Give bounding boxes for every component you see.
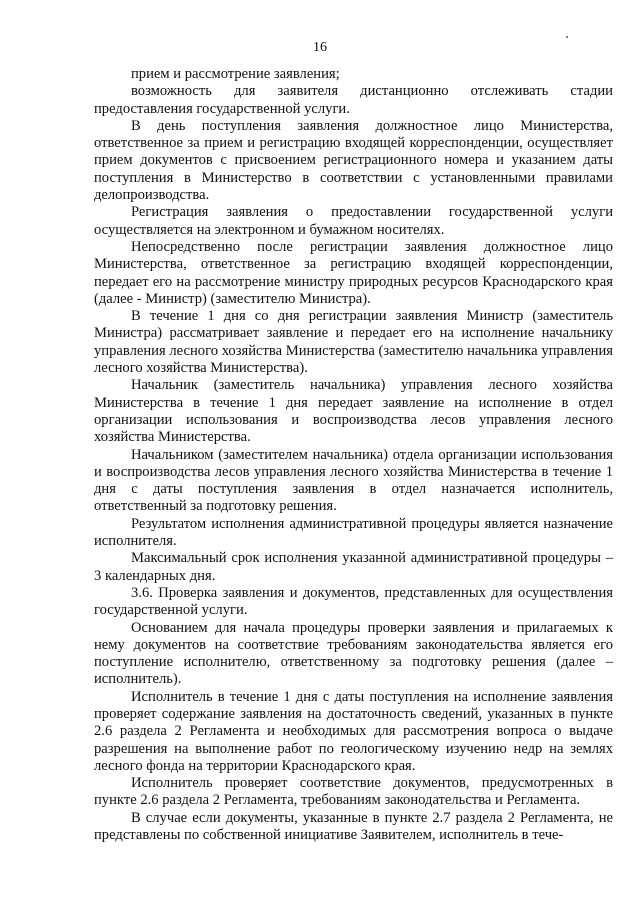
paragraph-content-check: Исполнитель в течение 1 дня с даты поступления на исполнение заявления проверяет содержание заявления на достаточность сведений, указанных в пункте 2.6 раздела 2 Регламента и необходимых для рассмотрения вопроса о выдаче разрешения на выполнение работ по геологическому изучению недр на землях лесного фонда на территории Краснодарского края. xyxy=(94,688,613,774)
paragraph-list-item-reception: прием и рассмотрение заявления; xyxy=(131,66,340,82)
paragraph-head-transfer: Начальник (заместитель начальника) управления лесного хозяйства Министерства в течение 1 дня передает заявление на исполнение в отдел организации использования и воспроизводства лесов управления лесного хозяйства Министерства. xyxy=(94,377,613,446)
paragraph-list-item-tracking: возможность для заявителя дистанционно отслеживать стадии предоставления государственной услуги. xyxy=(94,83,613,117)
paragraph-missing-documents: В случае если документы, указанные в пункте 2.7 раздела 2 Регламента, не представлены по собственной инициативе Заявителем, исполнитель в тече- xyxy=(94,809,613,844)
paragraph-procedure-result: Результатом исполнения административной процедуры является назначение исполнителя. xyxy=(94,515,613,550)
scan-speck xyxy=(566,36,568,38)
paragraph-registration-day: В день поступления заявления должностное лицо Министерства, ответственное за прием и регистрацию входящей корреспонденции, осуществляет прием документов с присвоением регистрационного номера и указанием даты поступления в Министерство в соответствии с установленными правилами делопроизводства. xyxy=(94,117,613,204)
paragraph-registration-media: Регистрация заявления о предоставлении государственной услуги осуществляется на электронном и бумажном носителях. xyxy=(94,204,613,238)
paragraph-max-duration: Максимальный срок исполнения указанной административной процедуры – 3 календарных дня. xyxy=(94,550,613,584)
paragraph-check-basis: Основанием для начала процедуры проверки заявления и прилагаемых к нему документов на соответствие требованиям законодательства является его поступление исполнителю, ответственному за подготовку решения (далее – исполнитель). xyxy=(94,619,613,688)
page-number: 16 xyxy=(313,40,327,55)
paragraph-executor-assignment: Начальником (заместителем начальника) отдела организации использования и воспроизводства лесов управления лесного хозяйства Министерства в течение 1 дня с даты поступления заявления в отдел назначается исполнитель, ответственный за подготовку решения. xyxy=(94,446,613,515)
paragraph-minister-review: В течение 1 дня со дня регистрации заявления Министр (заместитель Министра) рассматривает заявление и передает его на исполнение начальнику управления лесного хозяйства Министерства (заместителю начальника управления лесного хозяйства Министерства). xyxy=(94,308,613,377)
paragraph-document-compliance: Исполнитель проверяет соответствие документов, предусмотренных в пункте 2.6 раздела 2 Регламента, требованиям законодательства и Регламента. xyxy=(94,775,613,809)
section-heading-3-6: 3.6. Проверка заявления и документов, представленных для осуществления государственной услуги. xyxy=(94,584,613,619)
document-body xyxy=(94,66,613,844)
paragraph-transfer-to-minister: Непосредственно после регистрации заявления должностное лицо Министерства, ответственное за регистрацию входящей корреспонденции, передает его на рассмотрение министру природных ресурсов Краснодарского края (далее - Министр) (заместителю Министра). xyxy=(94,238,613,307)
